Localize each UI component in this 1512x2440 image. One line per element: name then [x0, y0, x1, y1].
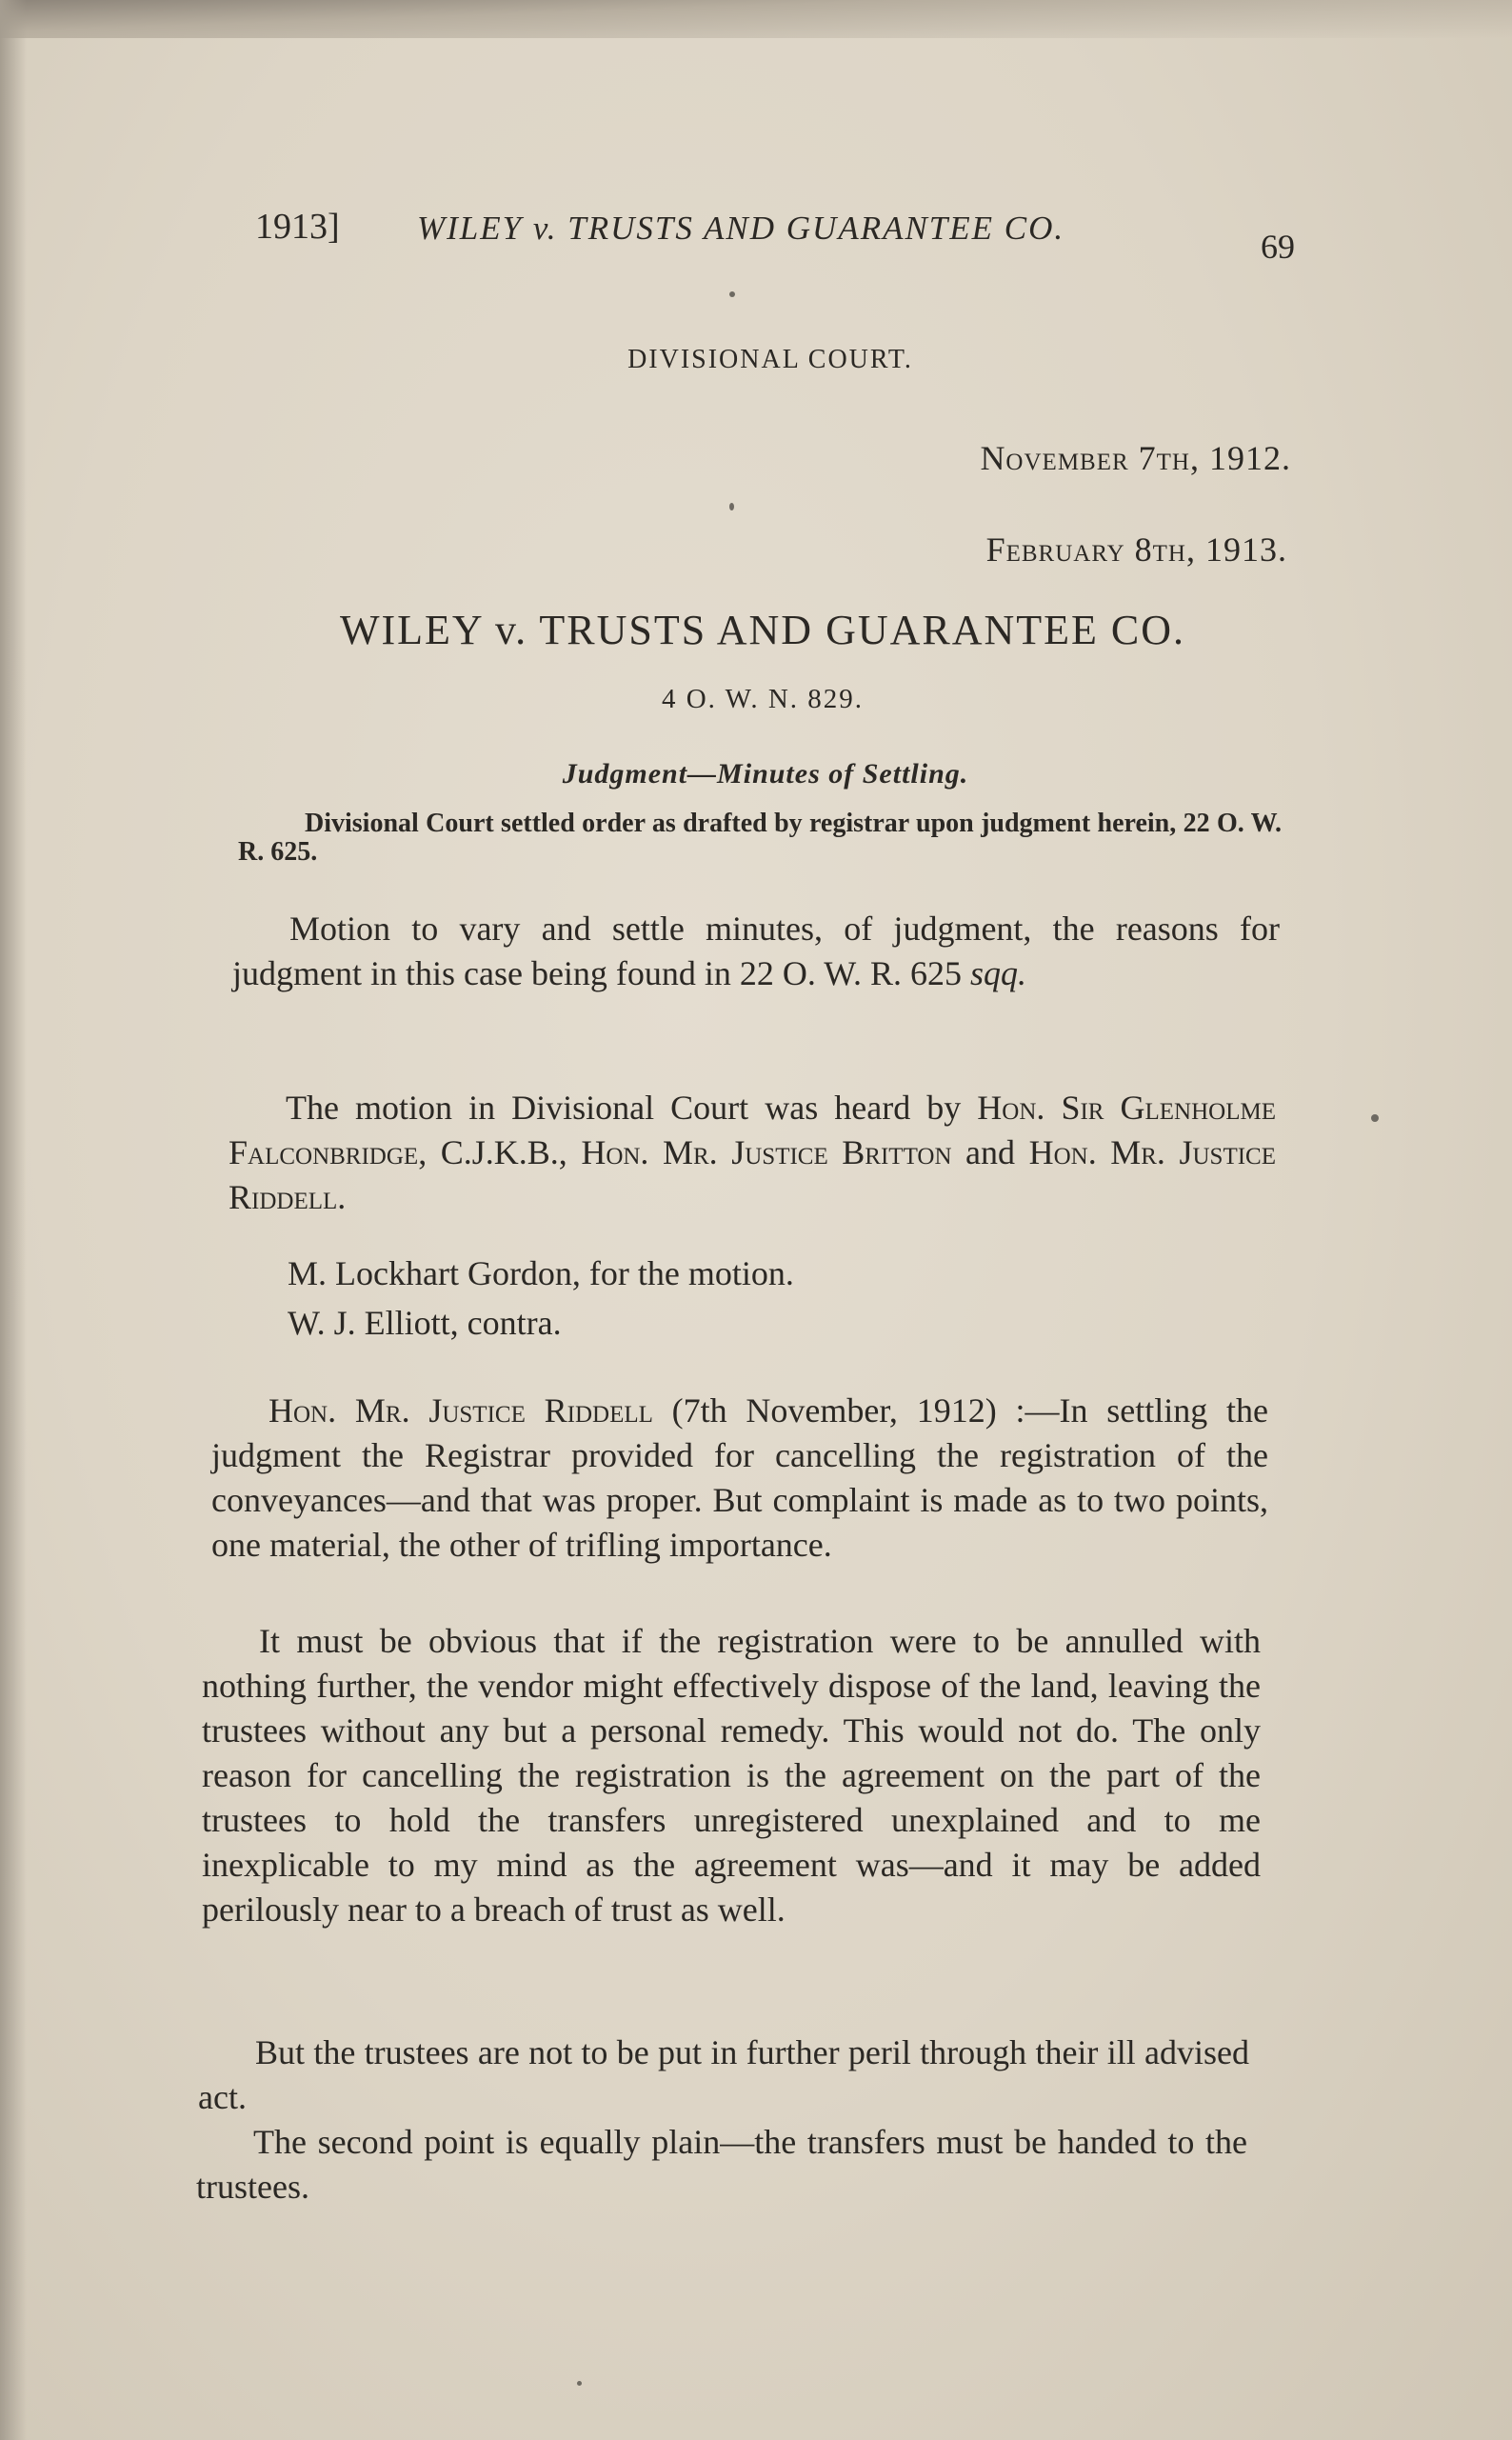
- case-title: WILEY v. TRUSTS AND GUARANTEE CO.: [339, 607, 1186, 653]
- page-top-edge: [0, 0, 1512, 38]
- counsel-motion: M. Lockhart Gordon, for the motion.: [288, 1254, 794, 1292]
- judge-riddell: Hon. Mr. Justice Riddell: [229, 1133, 1276, 1216]
- motion-paragraph: [232, 907, 1280, 996]
- court-name: DIVISIONAL COURT.: [627, 345, 913, 374]
- paper-speck: [729, 291, 735, 297]
- counsel-contra: W. J. Elliott, contra.: [288, 1304, 562, 1342]
- motion-text: Motion to vary and settle minutes, of judgment, the reasons for judgment in this case being found in 22 O. W. R. 625: [232, 910, 1280, 992]
- page-number: 69: [1261, 228, 1295, 266]
- heard-post: .: [337, 1178, 347, 1216]
- judgment-judge: Hon. Mr. Justice Riddell: [269, 1391, 653, 1430]
- obvious-paragraph: It must be obvious that if the registration were to be annulled with nothing further, the vendor might effectively dispose of the land, leaving the trustees without any but a personal remedy. This would not do. The only reason for cancelling the registration is the agreement on the part of the trustees to hold the transfers unregistered unexplained and to me inexplicable to my mind as the agreement was—and it may be added perilously near to a breach of trust as well.: [202, 1622, 1261, 1929]
- citation: 4 O. W. N. 829.: [661, 684, 865, 714]
- date-second: February 8th, 1913.: [985, 530, 1287, 569]
- heard-pre: The motion in Divisional Court was heard by: [286, 1089, 978, 1127]
- subject-heading: Judgment—Minutes of Settling.: [562, 758, 969, 790]
- motion-sqq: sqq.: [969, 954, 1026, 992]
- judgment-paragraph: [211, 1389, 1268, 1568]
- paper-speck: [729, 503, 734, 510]
- heard-mid2: and: [951, 1133, 1029, 1171]
- heard-paragraph: [229, 1086, 1276, 1220]
- date-first: November 7th, 1912.: [980, 439, 1291, 477]
- judgment-text: (7th November, 1912) :—In settling the judgment the Registrar provided for cancelling the registration of the conveyances—and that was proper. But complaint is made as to two points, one material, the other of trifling importance.: [211, 1391, 1268, 1564]
- header-year: 1913]: [255, 207, 340, 247]
- running-header: [255, 202, 1303, 266]
- judge-britton: Hon. Mr. Justice Britton: [581, 1133, 952, 1171]
- paper-speck: [577, 2381, 582, 2386]
- header-running-title: WILEY v. TRUSTS AND GUARANTEE CO.: [417, 210, 1065, 247]
- second-point-paragraph: The second point is equally plain—the transfers must be handed to the trustees.: [196, 2123, 1247, 2206]
- headnote: Divisional Court settled order as drafted by registrar upon judgment herein, 22 O. W. R. 625.: [238, 809, 1282, 867]
- judge-falconbridge: Hon. Sir Glenholme Falconbridge: [229, 1089, 1276, 1171]
- peril-paragraph: But the trustees are not to be put in further peril through their ill advised act.: [198, 2033, 1249, 2116]
- heard-mid1: , C.J.K.B.,: [418, 1133, 582, 1171]
- paper-speck: [1371, 1114, 1379, 1122]
